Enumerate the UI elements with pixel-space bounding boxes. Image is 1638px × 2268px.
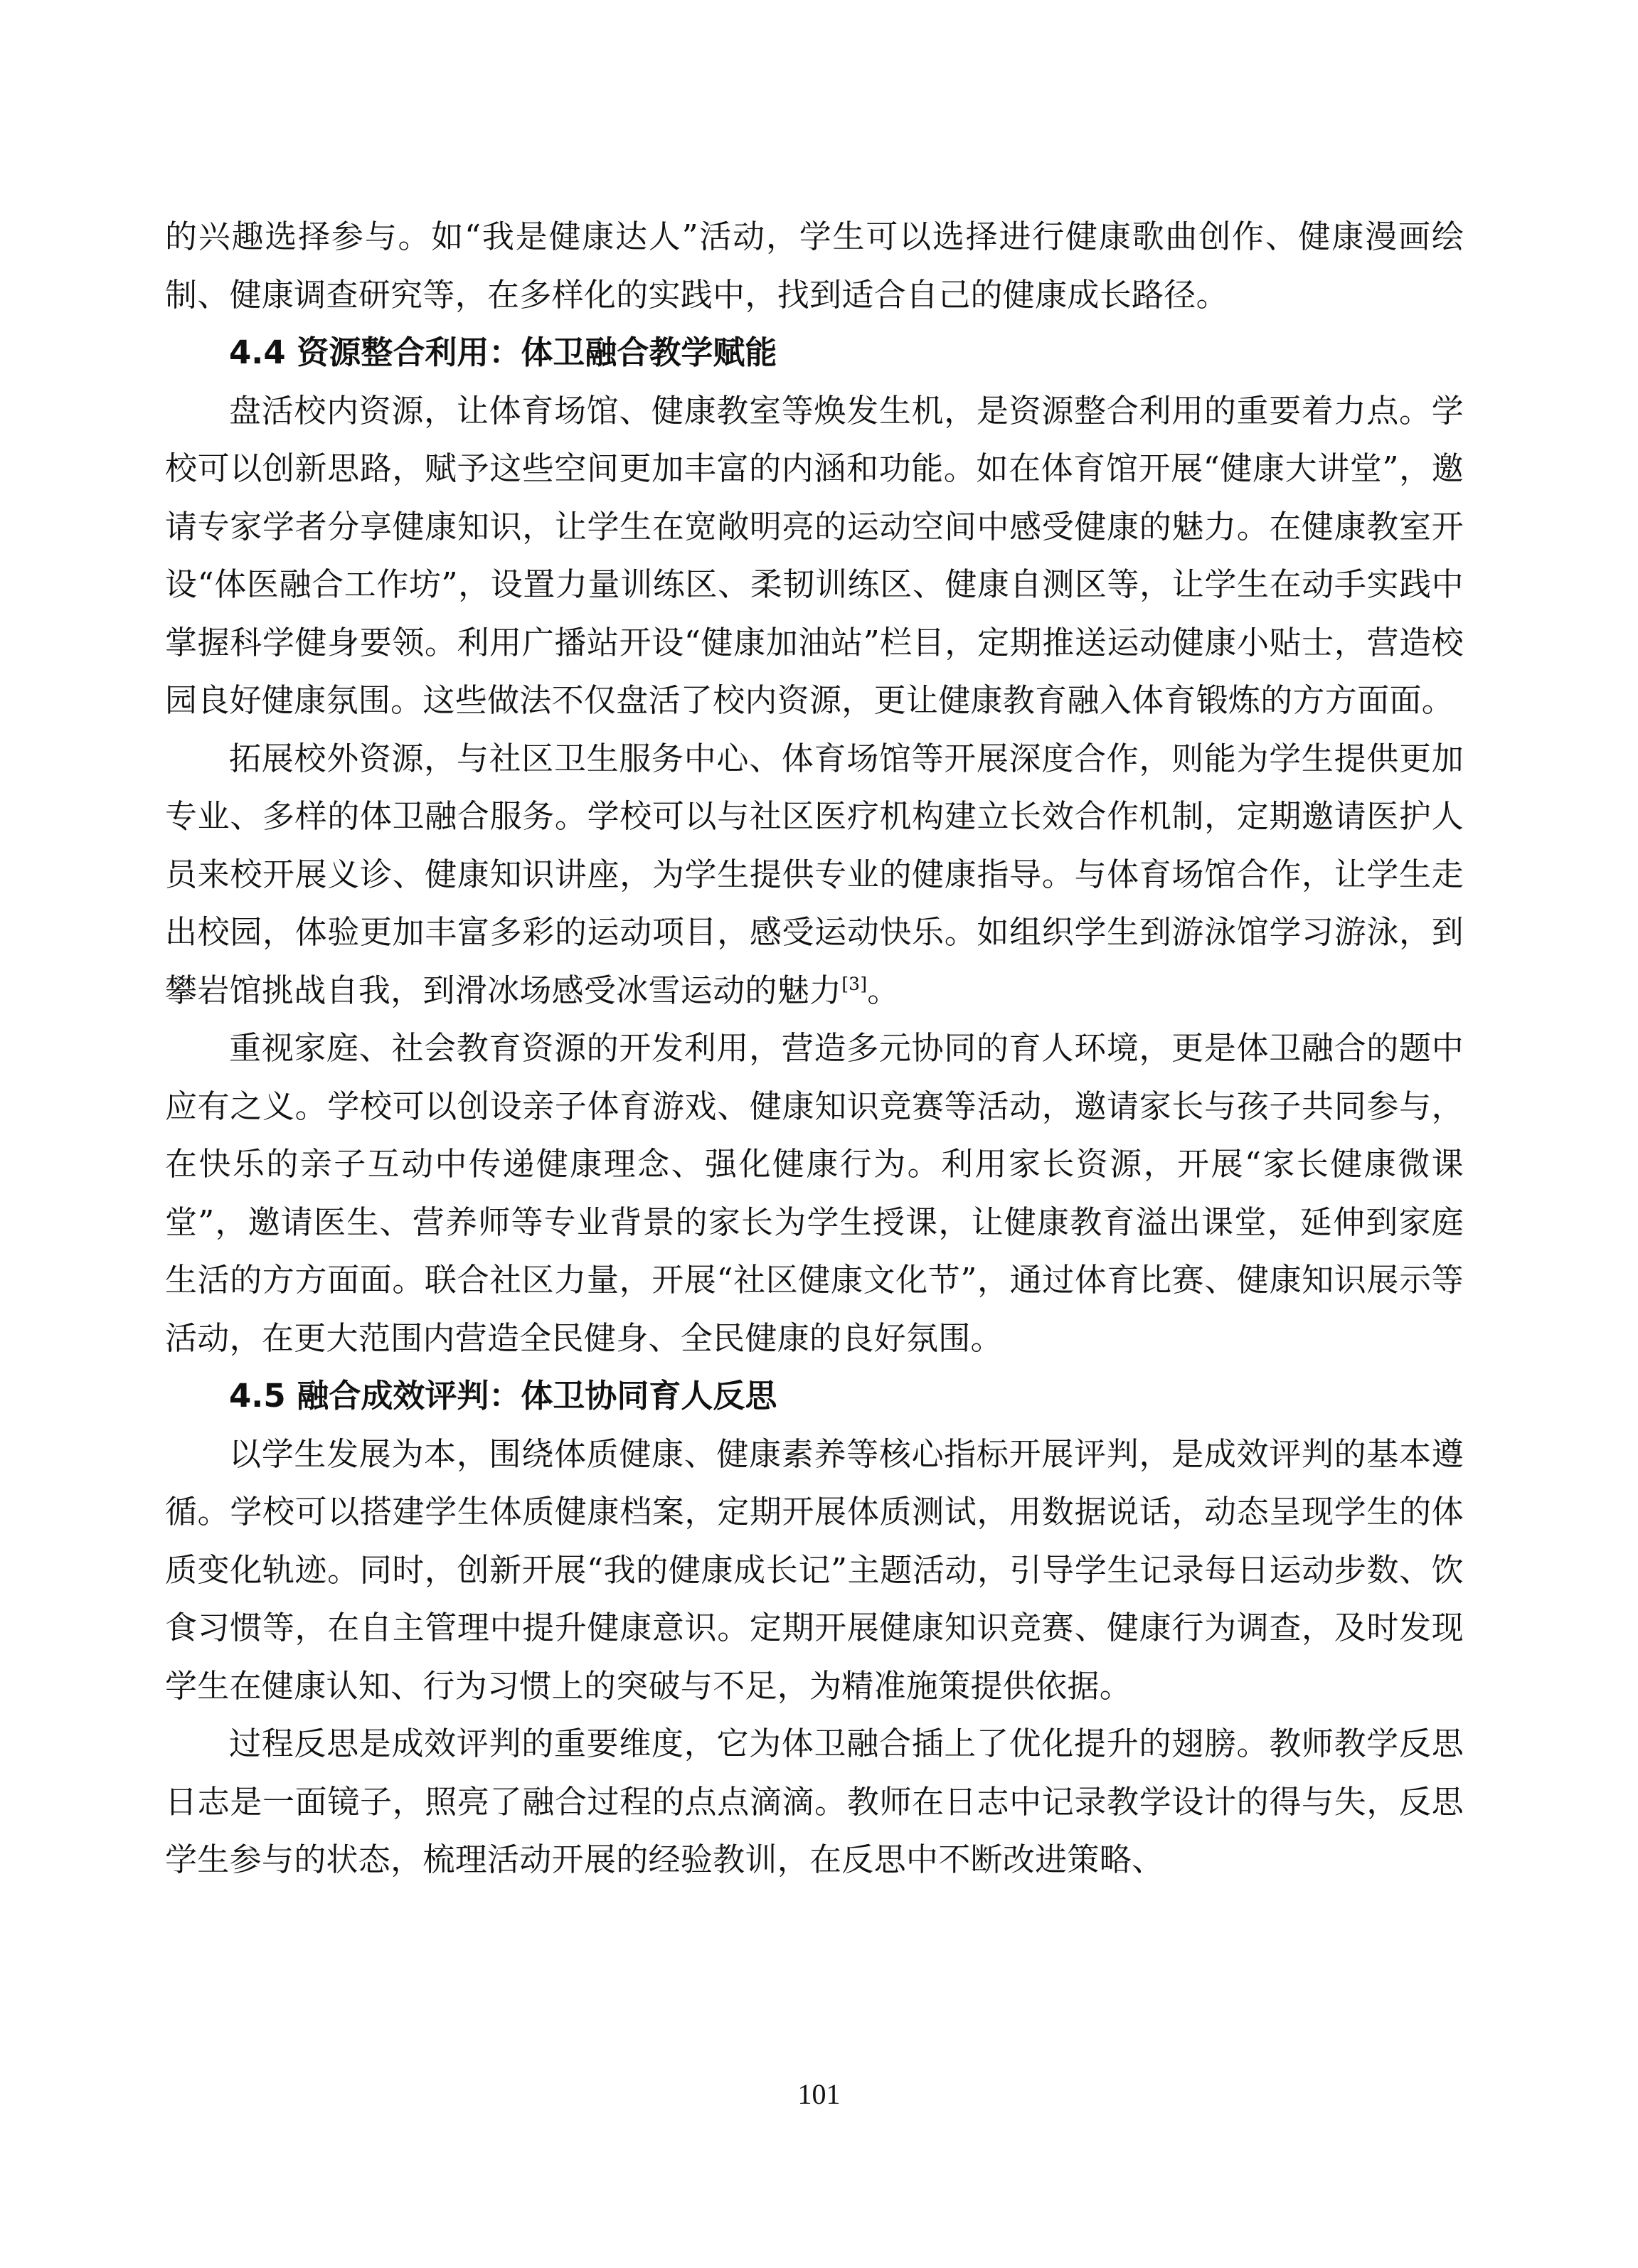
section-heading-4-5: 4.5 融合成效评判：体卫协同育人反思 — [229, 1377, 777, 1415]
section-heading-4-4: 4.4 资源整合利用：体卫融合教学赋能 — [229, 334, 777, 371]
paragraph-process-reflection: 过程反思是成效评判的重要维度，它为体卫融合插上了优化提升的翅膀。教师教学反思日志是一面镜子，照亮了融合过程的点点滴滴。教师在日志中记录教学设计的得与失，反思学生参与的状态，梳理活动开展的经验教训，在反思中不断改进策略、 — [165, 1725, 1464, 1878]
body-text — [165, 208, 1464, 1889]
paragraph-external-resources-tail: 。 — [867, 971, 900, 1009]
citation-marker: [3] — [841, 973, 868, 994]
paragraph-continued: 的兴趣选择参与。如“我是健康达人”活动，学生可以选择进行健康歌曲创作、健康漫画绘制、健康调查研究等，在多样化的实践中，找到适合自己的健康成长路径。 — [165, 218, 1464, 314]
paragraph-external-resources-text: 拓展校外资源，与社区卫生服务中心、体育场馆等开展深度合作，则能为学生提供更加专业、多样的体卫融合服务。学校可以与社区医疗机构建立长效合作机制，定期邀请医护人员来校开展义诊、健康知识讲座，为学生提供专业的健康指导。与体育场馆合作，让学生走出校园，体验更加丰富多彩的运动项目，感受运动快乐。如组织学生到游泳馆学习游泳，到攀岩馆挑战自我，到滑冰场感受冰雪运动的魅力 — [165, 739, 1464, 1009]
paragraph-external-resources — [165, 730, 1464, 1020]
paragraph-family-society: 重视家庭、社会教育资源的开发利用，营造多元协同的育人环境，更是体卫融合的题中应有之义。学校可以创设亲子体育游戏、健康知识竞赛等活动，邀请家长与孩子共同参与，在快乐的亲子互动中传递健康理念、强化健康行为。利用家长资源，开展“家长健康微课堂”，邀请医生、营养师等专业背景的家长为学生授课，让健康教育溢出课堂，延伸到家庭生活的方方面面。联合社区力量，开展“社区健康文化节”，通过体育比赛、健康知识展示等活动，在更大范围内营造全民健身、全民健康的良好氛围。 — [165, 1029, 1464, 1357]
paragraph-campus-resources: 盘活校内资源，让体育场馆、健康教室等焕发生机，是资源整合利用的重要着力点。学校可以创新思路，赋予这些空间更加丰富的内涵和功能。如在体育馆开展“健康大讲堂”，邀请专家学者分享健康知识，让学生在宽敞明亮的运动空间中感受健康的魅力。在健康教室开设“体医融合工作坊”，设置力量训练区、柔韧训练区、健康自测区等，让学生在动手实践中掌握科学健身要领。利用广播站开设“健康加油站”栏目，定期推送运动健康小贴士，营造校园良好健康氛围。这些做法不仅盘活了校内资源，更让健康教育融入体育锻炼的方方面面。 — [165, 391, 1464, 719]
page-number: 101 — [797, 2078, 841, 2110]
paragraph-student-development: 以学生发展为本，围绕体质健康、健康素养等核心指标开展评判，是成效评判的基本遵循。学校可以搭建学生体质健康档案，定期开展体质测试，用数据说话，动态呈现学生的体质变化轨迹。同时，创新开展“我的健康成长记”主题活动，引导学生记录每日运动步数、饮食习惯等，在自主管理中提升健康意识。定期开展健康知识竞赛、健康行为调查，及时发现学生在健康认知、行为习惯上的突破与不足，为精准施策提供依据。 — [165, 1434, 1464, 1705]
